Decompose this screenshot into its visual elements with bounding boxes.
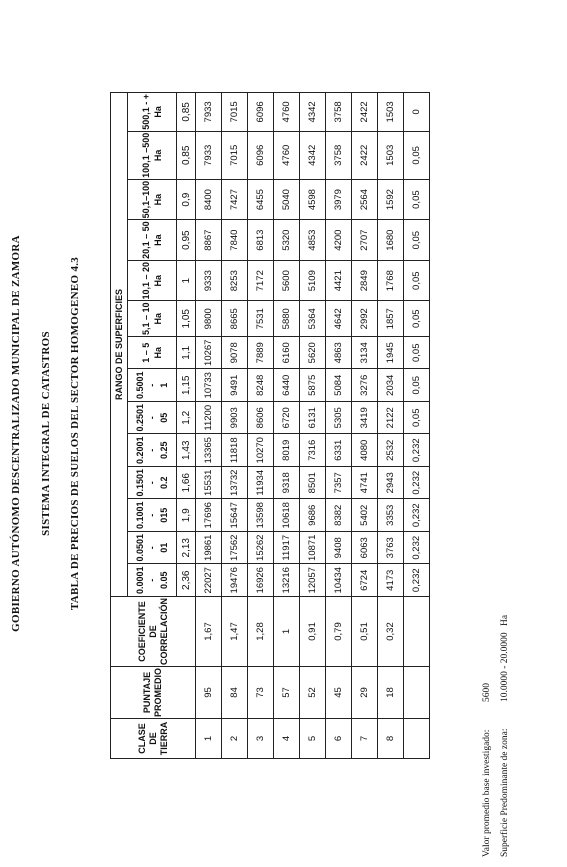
price-cell: 7316 bbox=[300, 434, 326, 467]
price-cell: 19476 bbox=[222, 564, 248, 597]
price-cell: 6720 bbox=[274, 402, 300, 435]
price-cell: 6455 bbox=[248, 179, 274, 220]
price-cell: 5880 bbox=[274, 301, 300, 337]
table-row bbox=[222, 93, 248, 759]
price-table bbox=[110, 92, 430, 759]
factor-cell: 0,232 bbox=[404, 532, 430, 565]
range-header-line: 0.25 bbox=[159, 441, 169, 460]
price-cell: 13365 bbox=[196, 434, 222, 467]
range-header bbox=[128, 260, 177, 301]
coeficiente-cell: 1,47 bbox=[222, 597, 248, 667]
range-header-line: 015 bbox=[159, 507, 169, 523]
range-header-line: - bbox=[147, 546, 157, 550]
coeficiente-cell: 1,67 bbox=[196, 597, 222, 667]
price-cell: 7015 bbox=[222, 93, 248, 132]
factor-cell: 0,05 bbox=[404, 131, 430, 179]
clase-cell: 5 bbox=[300, 719, 326, 759]
header-clase: CLASE DE TIERRA bbox=[111, 719, 196, 759]
price-cell: 6096 bbox=[248, 93, 274, 132]
price-cell: 1503 bbox=[378, 131, 404, 179]
price-cell: 11200 bbox=[196, 402, 222, 435]
puntaje-cell: 84 bbox=[222, 667, 248, 719]
price-cell: 7427 bbox=[222, 179, 248, 220]
price-cell: 7889 bbox=[248, 337, 274, 370]
empty-cell bbox=[404, 719, 430, 759]
price-cell: 4853 bbox=[300, 220, 326, 261]
table-row bbox=[248, 93, 274, 759]
price-cell: 2532 bbox=[378, 434, 404, 467]
header-puntaje: PUNTAJE PROMEDIO bbox=[111, 667, 196, 719]
price-cell: 4200 bbox=[326, 220, 352, 261]
range-header-line: - bbox=[147, 578, 157, 582]
table-row bbox=[300, 93, 326, 759]
range-header-line: 0.0501 bbox=[135, 533, 145, 562]
range-header bbox=[128, 532, 177, 565]
price-cell: 9333 bbox=[196, 260, 222, 301]
coeficiente-cell: 1 bbox=[274, 597, 300, 667]
price-cell: 6724 bbox=[352, 564, 378, 597]
price-cell: 9408 bbox=[326, 532, 352, 565]
price-cell: 11934 bbox=[248, 467, 274, 500]
price-cell: 1857 bbox=[378, 301, 404, 337]
price-cell: 15262 bbox=[248, 532, 274, 565]
clase-cell: 1 bbox=[196, 719, 222, 759]
price-cell: 2707 bbox=[352, 220, 378, 261]
price-cell: 8253 bbox=[222, 260, 248, 301]
factor-cell: 0,05 bbox=[404, 260, 430, 301]
price-cell: 4741 bbox=[352, 467, 378, 500]
price-cell: 4760 bbox=[274, 131, 300, 179]
price-cell: 10434 bbox=[326, 564, 352, 597]
price-cell: 13732 bbox=[222, 467, 248, 500]
price-cell: 9491 bbox=[222, 369, 248, 402]
price-cell: 8382 bbox=[326, 499, 352, 532]
reference-cell: 0,85 bbox=[177, 131, 196, 179]
range-header bbox=[128, 369, 177, 402]
clase-cell: 6 bbox=[326, 719, 352, 759]
price-cell: 2849 bbox=[352, 260, 378, 301]
price-cell: 4760 bbox=[274, 93, 300, 132]
reference-cell: 1,15 bbox=[177, 369, 196, 402]
price-cell: 1503 bbox=[378, 93, 404, 132]
price-cell: 6063 bbox=[352, 532, 378, 565]
price-cell: 13598 bbox=[248, 499, 274, 532]
range-header-line: 05 bbox=[159, 412, 169, 423]
superficie-unit: Ha bbox=[500, 614, 510, 626]
price-cell: 2564 bbox=[352, 179, 378, 220]
range-header-line: Ha bbox=[153, 149, 163, 162]
price-cell: 4342 bbox=[300, 131, 326, 179]
reference-cell: 1 bbox=[177, 260, 196, 301]
reference-cell: 1,9 bbox=[177, 499, 196, 532]
range-header-line: 0.5001 bbox=[135, 371, 145, 400]
price-cell: 4080 bbox=[352, 434, 378, 467]
clase-cell: 4 bbox=[274, 719, 300, 759]
price-cell: 5364 bbox=[300, 301, 326, 337]
range-header bbox=[128, 220, 177, 261]
range-header-line: - bbox=[147, 416, 157, 420]
price-cell: 4863 bbox=[326, 337, 352, 370]
factor-cell: 0,232 bbox=[404, 499, 430, 532]
price-cell: 7015 bbox=[222, 131, 248, 179]
clase-cell: 3 bbox=[248, 719, 274, 759]
range-header-line: 0.2 bbox=[159, 476, 169, 490]
price-cell: 3758 bbox=[326, 131, 352, 179]
price-cell: 2943 bbox=[378, 467, 404, 500]
price-cell: 3763 bbox=[378, 532, 404, 565]
factor-cell: 0,05 bbox=[404, 337, 430, 370]
range-header bbox=[128, 93, 177, 132]
price-cell: 17562 bbox=[222, 532, 248, 565]
range-header-line: 0.2501 bbox=[135, 403, 145, 432]
price-cell: 13216 bbox=[274, 564, 300, 597]
range-header-line: Ha bbox=[153, 193, 163, 206]
price-cell: 7531 bbox=[248, 301, 274, 337]
range-header-line: Ha bbox=[153, 347, 163, 359]
price-cell: 8867 bbox=[196, 220, 222, 261]
price-cell: 9800 bbox=[196, 301, 222, 337]
price-cell: 4173 bbox=[378, 564, 404, 597]
puntaje-cell: 29 bbox=[352, 667, 378, 719]
price-cell: 9686 bbox=[300, 499, 326, 532]
price-cell: 6813 bbox=[248, 220, 274, 261]
puntaje-cell: 45 bbox=[326, 667, 352, 719]
price-cell: 16926 bbox=[248, 564, 274, 597]
factor-cell: 0,232 bbox=[404, 564, 430, 597]
price-cell: 3134 bbox=[352, 337, 378, 370]
empty-cell bbox=[404, 667, 430, 719]
range-header-line: Ha bbox=[153, 312, 163, 325]
range-header-line: - bbox=[147, 513, 157, 517]
range-header bbox=[128, 179, 177, 220]
price-cell: 9318 bbox=[274, 467, 300, 500]
price-cell: 8019 bbox=[274, 434, 300, 467]
reference-cell: 1,66 bbox=[177, 467, 196, 500]
factor-cell: 0,232 bbox=[404, 467, 430, 500]
price-cell: 2992 bbox=[352, 301, 378, 337]
factor-row bbox=[404, 93, 430, 759]
price-cell: 10267 bbox=[196, 337, 222, 370]
header-coeficiente: COEFICIENTE DE CORRELACIÓN bbox=[111, 597, 196, 667]
price-cell: 8501 bbox=[300, 467, 326, 500]
clase-cell: 2 bbox=[222, 719, 248, 759]
range-header-line: 0.1501 bbox=[135, 468, 145, 497]
range-header-line: 0.0001 bbox=[135, 566, 145, 595]
reference-cell: 2,36 bbox=[177, 564, 196, 597]
range-header-line: 100,1 –500 bbox=[141, 132, 151, 178]
range-header-line: - bbox=[147, 383, 157, 387]
price-cell: 6160 bbox=[274, 337, 300, 370]
price-cell: 19861 bbox=[196, 532, 222, 565]
price-cell: 10270 bbox=[248, 434, 274, 467]
coeficiente-cell: 0,79 bbox=[326, 597, 352, 667]
price-cell: 5305 bbox=[326, 402, 352, 435]
range-header bbox=[128, 402, 177, 435]
puntaje-cell: 52 bbox=[300, 667, 326, 719]
price-cell: 2422 bbox=[352, 131, 378, 179]
price-cell: 1592 bbox=[378, 179, 404, 220]
price-table-wrapper bbox=[110, 92, 430, 759]
puntaje-cell: 18 bbox=[378, 667, 404, 719]
reference-cell: 1,1 bbox=[177, 337, 196, 370]
price-cell: 3276 bbox=[352, 369, 378, 402]
price-cell: 6440 bbox=[274, 369, 300, 402]
table-row bbox=[196, 93, 222, 759]
price-cell: 6131 bbox=[300, 402, 326, 435]
price-cell: 17696 bbox=[196, 499, 222, 532]
price-cell: 9903 bbox=[222, 402, 248, 435]
price-cell: 4421 bbox=[326, 260, 352, 301]
range-header-line: 1 bbox=[159, 382, 169, 388]
table-row bbox=[326, 93, 352, 759]
range-header bbox=[128, 131, 177, 179]
price-cell: 10871 bbox=[300, 532, 326, 565]
price-cell: 3758 bbox=[326, 93, 352, 132]
table-row bbox=[274, 93, 300, 759]
price-cell: 8665 bbox=[222, 301, 248, 337]
reference-cell: 0,9 bbox=[177, 179, 196, 220]
price-cell: 5109 bbox=[300, 260, 326, 301]
price-cell: 6096 bbox=[248, 131, 274, 179]
price-cell: 10733 bbox=[196, 369, 222, 402]
price-cell: 8400 bbox=[196, 179, 222, 220]
price-cell: 1945 bbox=[378, 337, 404, 370]
range-header bbox=[128, 564, 177, 597]
price-cell: 5875 bbox=[300, 369, 326, 402]
price-cell: 4342 bbox=[300, 93, 326, 132]
range-header-line: Ha bbox=[153, 106, 163, 118]
range-header bbox=[128, 337, 177, 370]
range-header-line: 01 bbox=[159, 542, 169, 553]
range-header-line: 500,1 - + bbox=[141, 94, 151, 130]
price-cell: 7933 bbox=[196, 131, 222, 179]
factor-cell: 0,05 bbox=[404, 301, 430, 337]
reference-cell: 2,13 bbox=[177, 532, 196, 565]
price-cell: 5040 bbox=[274, 179, 300, 220]
superficie-value bbox=[500, 615, 510, 702]
price-cell: 1768 bbox=[378, 260, 404, 301]
price-cell: 4598 bbox=[300, 179, 326, 220]
range-header-line: - bbox=[147, 481, 157, 485]
price-cell: 7933 bbox=[196, 93, 222, 132]
price-cell: 8606 bbox=[248, 402, 274, 435]
factor-cell: 0,232 bbox=[404, 434, 430, 467]
price-cell: 7172 bbox=[248, 260, 274, 301]
factor-cell: 0,05 bbox=[404, 220, 430, 261]
price-cell: 11917 bbox=[274, 532, 300, 565]
price-cell: 5320 bbox=[274, 220, 300, 261]
price-cell: 9078 bbox=[222, 337, 248, 370]
price-cell: 3353 bbox=[378, 499, 404, 532]
price-cell: 2422 bbox=[352, 93, 378, 132]
range-header bbox=[128, 499, 177, 532]
price-cell: 15647 bbox=[222, 499, 248, 532]
price-cell: 6331 bbox=[326, 434, 352, 467]
range-header-line: 20,1 – 50 bbox=[141, 221, 151, 259]
price-cell: 10618 bbox=[274, 499, 300, 532]
range-header-line: 50,1–100 bbox=[141, 180, 151, 219]
price-cell: 5402 bbox=[352, 499, 378, 532]
range-header-line: 0.1001 bbox=[135, 501, 145, 530]
range-header bbox=[128, 301, 177, 337]
price-cell: 7840 bbox=[222, 220, 248, 261]
puntaje-cell: 57 bbox=[274, 667, 300, 719]
reference-cell: 1,2 bbox=[177, 402, 196, 435]
factor-cell: 0,05 bbox=[404, 369, 430, 402]
range-header-line: Ha bbox=[153, 234, 163, 246]
coeficiente-cell: 0,91 bbox=[300, 597, 326, 667]
price-cell: 2034 bbox=[378, 369, 404, 402]
factor-cell: 0,05 bbox=[404, 179, 430, 220]
price-cell: 11818 bbox=[222, 434, 248, 467]
valor-label: Valor promedio base investigado: bbox=[482, 729, 492, 857]
superficie-label: Superficie Predominante de zona: bbox=[500, 728, 510, 857]
superficie-range: 10.0000 - 20.0000 bbox=[500, 632, 510, 702]
price-cell: 4642 bbox=[326, 301, 352, 337]
factor-cell: 0,05 bbox=[404, 402, 430, 435]
table-row bbox=[378, 93, 404, 759]
empty-cell bbox=[404, 597, 430, 667]
price-cell: 12057 bbox=[300, 564, 326, 597]
price-cell: 3419 bbox=[352, 402, 378, 435]
range-header-line: 0.05 bbox=[159, 571, 169, 590]
range-header-line: Ha bbox=[153, 274, 163, 287]
header-row bbox=[111, 93, 128, 759]
price-cell: 2122 bbox=[378, 402, 404, 435]
title-table: TABLA DE PRECIOS DE SUELOS DEL SECTOR HOMOGENEO 4.3 bbox=[69, 256, 81, 611]
clase-cell: 8 bbox=[378, 719, 404, 759]
factor-cell: 0 bbox=[404, 93, 430, 132]
price-cell: 5600 bbox=[274, 260, 300, 301]
coeficiente-cell: 0,32 bbox=[378, 597, 404, 667]
header-rango: RANGO DE SUPERFICIES bbox=[111, 93, 128, 597]
price-cell: 22027 bbox=[196, 564, 222, 597]
price-cell: 8248 bbox=[248, 369, 274, 402]
range-header-line: 0.2001 bbox=[135, 436, 145, 465]
clase-cell: 7 bbox=[352, 719, 378, 759]
reference-cell: 1,43 bbox=[177, 434, 196, 467]
reference-cell: 0,85 bbox=[177, 93, 196, 132]
range-header-line: 10,1 – 20 bbox=[141, 261, 151, 300]
title-institution: GOBIERNO AUTÓNOMO DESCENTRALIZADO MUNICIPAL DE ZAMORA bbox=[10, 235, 22, 632]
range-header-line: 5,1 – 10 bbox=[141, 302, 151, 335]
coeficiente-cell: 0,51 bbox=[352, 597, 378, 667]
price-cell: 1680 bbox=[378, 220, 404, 261]
range-header-line: - bbox=[147, 448, 157, 452]
price-cell: 5084 bbox=[326, 369, 352, 402]
range-header bbox=[128, 467, 177, 500]
price-cell: 5620 bbox=[300, 337, 326, 370]
reference-cell: 0,95 bbox=[177, 220, 196, 261]
price-cell: 7357 bbox=[326, 467, 352, 500]
range-header bbox=[128, 434, 177, 467]
coeficiente-cell: 1,28 bbox=[248, 597, 274, 667]
valor-value: 5600 bbox=[482, 683, 492, 702]
puntaje-cell: 73 bbox=[248, 667, 274, 719]
puntaje-cell: 95 bbox=[196, 667, 222, 719]
table-row bbox=[352, 93, 378, 759]
range-header-line: 1 – 5 bbox=[141, 342, 151, 363]
price-cell: 15531 bbox=[196, 467, 222, 500]
reference-cell: 1,05 bbox=[177, 301, 196, 337]
title-system: SISTEMA INTEGRAL DE CATASTROS bbox=[40, 331, 52, 536]
price-cell: 3979 bbox=[326, 179, 352, 220]
